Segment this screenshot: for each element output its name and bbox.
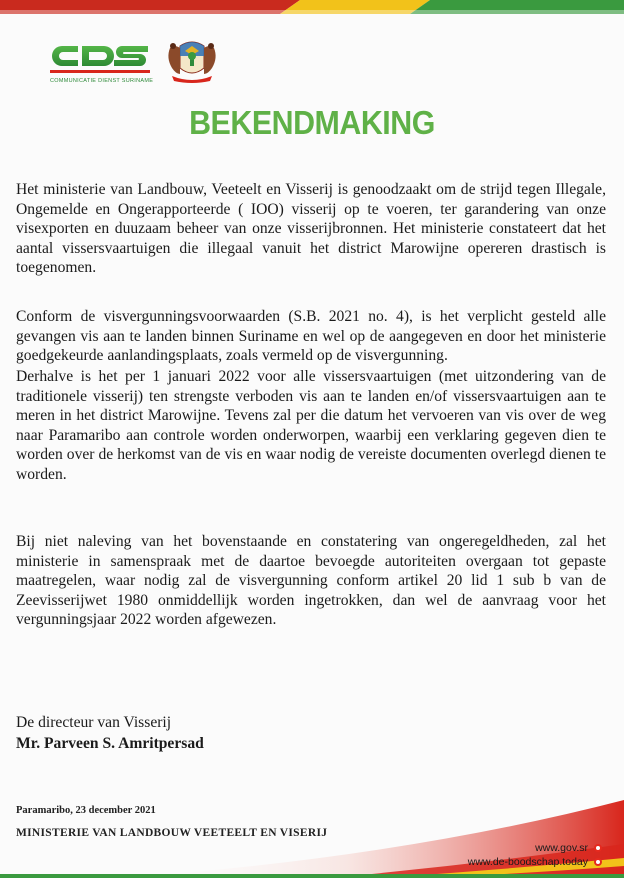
date-line: Paramaribo, 23 december 2021 — [16, 805, 156, 816]
signatory-name: Mr. Parveen S. Amritpersad — [16, 735, 204, 752]
paragraph-conditions: Conform de visvergunningsvoorwaarden (S.B. 2021 no. 4), is het verplicht gesteld alle gevangen vis aan te landen binnen Suriname en wel op de aangegeven en door het ministerie goedgekeurde aanlandingsplaats, zoals vermeld op de visvergunning. — [16, 308, 606, 365]
web-globe-icon — [594, 844, 602, 852]
cds-logo — [48, 40, 228, 92]
paragraph-prohibition: Derhalve is het per 1 januari 2022 voor alle vissersvaartuigen (met uitzondering van de traditionele visserij) ten strengste verboden vis aan te landen en/of vissersvaartuigen aan te meren in het district Marowijne. Tevens zal per die datum het vervoeren van vis over de weg naar Paramaribo aan controle worden onderworpen, waarbij een verklaring gegeven dien te worden over de herkomst van de vis en waar nodig de vereiste documenten overlegd dienen te worden. — [16, 368, 606, 483]
page-title: BEKENDMAKING — [189, 104, 435, 141]
signatory-role: De directeur van Visserij — [16, 714, 172, 731]
top-color-stripe — [0, 0, 624, 14]
ministry-name: MINISTERIE VAN LANDBOUW VEETEELT EN VISERIJ — [16, 827, 328, 839]
web-globe-icon — [594, 858, 602, 866]
website-link-boodschap-label: www.de-boodschap.today — [467, 856, 588, 868]
cds-logo-mark — [48, 40, 158, 76]
coat-of-arms-icon — [164, 38, 220, 84]
cds-logo-subtitle: COMMUNICATIE DIENST SURINAME — [50, 78, 154, 84]
website-link-gov[interactable] — [535, 842, 602, 854]
paragraph-enforcement: Bij niet naleving van het bovenstaande en constatering van ongeregeldheden, zal het ministerie in samenspraak met de daartoe bevoegde autoriteiten overgaan tot gepaste maatregelen, waar nodig zal de visvergunning conform artikel 20 lid 1 sub b van de Zeevisserijwet 1980 onmiddellijk worden ingetrokken, dan wel de aanvraag voor het vergunningsjaar 2022 worden afgewezen. — [16, 533, 606, 629]
website-link-boodschap[interactable] — [468, 856, 602, 868]
paragraph-intro: Het ministerie van Landbouw, Veeteelt en Visserij is genoodzaakt om de strijd tegen Illegale, Ongemelde en Ongerapporteerde ( IOO) visserij op te voeren, ter garandering van onze visexporten en duuzaam beheer van onze visserijbronnen. Het ministerie constateert dat het aantal vissersvaartuigen die illegaal vanuit het district Marowijne opereren drastisch is toegenomen. — [16, 181, 606, 277]
website-link-gov-label: www.gov.sr — [535, 842, 588, 854]
